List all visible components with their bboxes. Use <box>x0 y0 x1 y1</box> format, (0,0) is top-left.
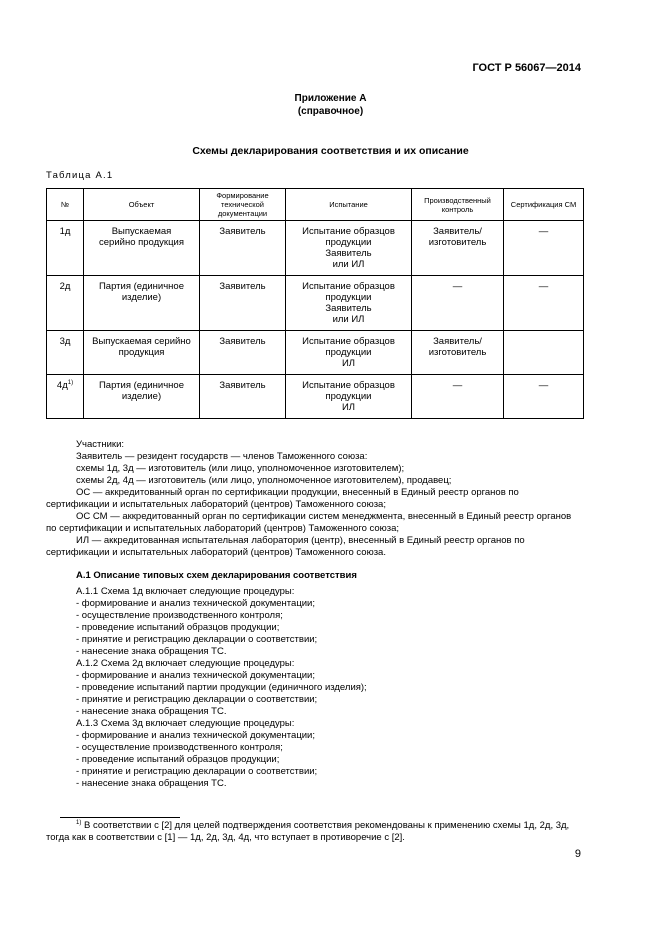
participants-title: Участники: <box>76 439 125 450</box>
list-item: - формирование и анализ технической документации; <box>76 670 316 681</box>
cell-object: Партия (единичное изделие) <box>84 276 200 331</box>
participant-schemes-2-4: схемы 2д, 4д — изготовитель (или лицо, уполномоченное изготовителем), продавец; <box>76 475 452 486</box>
list-item: - проведение испытаний партии продукции (единичного изделия); <box>76 682 367 693</box>
participant-il: ИЛ — аккредитованная испытательная лаборатория (центр), внесенный в Единый реестр органов по сертификации и испытательных лабораторий (центров) Таможенного союза. <box>46 535 525 558</box>
cell-test: Испытание образцов продукции ИЛ <box>286 375 412 419</box>
footnote-mark: 1) <box>76 819 82 826</box>
cell-control: — <box>412 276 504 331</box>
table-row <box>47 276 584 331</box>
table-row <box>47 375 584 419</box>
header-control: Производственный контроль <box>412 189 504 221</box>
participants-block <box>46 439 583 559</box>
scheme-2d-intro: А.1.2 Схема 2д включает следующие процедуры: <box>76 658 295 669</box>
list-item: - проведение испытаний образцов продукции; <box>76 754 280 765</box>
appendix-title: Приложение А <box>294 93 367 104</box>
list-item: - нанесение знака обращения ТС. <box>76 778 227 789</box>
header-docs: Формирование технической документации <box>200 189 286 221</box>
scheme-3d-list <box>46 730 583 790</box>
appendix-note: (справочное) <box>297 106 364 117</box>
cell-num: 1д <box>47 221 84 276</box>
footnote-ref: 1) <box>67 379 74 386</box>
footnote-text: В соответствии с [2] для целей подтверждения соответствия рекомендованы к применению схемы 1д, 2д, 3д, тогда как в соответствии с [1] — 1д, 2д, 3д, 4д, что вступает в противоречие с [2]. <box>46 820 570 843</box>
cell-docs: Заявитель <box>200 276 286 331</box>
list-item: - нанесение знака обращения ТС. <box>76 706 227 717</box>
participant-os: ОС — аккредитованный орган по сертификации продукции, внесенный в Единый реестр органов по сертификации и испытательных лабораторий (центров) Таможенного союза; <box>46 487 519 510</box>
table-caption: Таблица А.1 <box>46 170 114 181</box>
footnote <box>46 820 583 844</box>
cell-control: — <box>412 375 504 419</box>
cell-control: Заявитель/ изготовитель <box>412 331 504 375</box>
page-number: 9 <box>574 848 581 860</box>
list-item: - формирование и анализ технической документации; <box>76 598 316 609</box>
participant-os-sm: ОС СМ — аккредитованный орган по сертификации систем менеджмента, внесенный в Единый реестр органов по сертификации и испытательных лабораторий (центров) Таможенного союза; <box>46 511 572 534</box>
cell-cert: — <box>504 276 584 331</box>
cell-cert: — <box>504 221 584 276</box>
section-title: Схемы декларирования соответствия и их описание <box>192 145 469 157</box>
scheme-1d-intro: А.1.1 Схема 1д включает следующие процедуры: <box>76 586 295 597</box>
scheme-2d-list <box>46 670 583 718</box>
list-item: - формирование и анализ технической документации; <box>76 730 316 741</box>
list-item: - осуществление производственного контроля; <box>76 610 283 621</box>
cell-test: Испытание образцов продукции ИЛ <box>286 331 412 375</box>
section-a1 <box>46 570 583 790</box>
header-cert: Сертификация СМ <box>504 189 584 221</box>
cell-object: Выпускаемая серийно продукция <box>84 331 200 375</box>
table-row <box>47 221 584 276</box>
list-item: - проведение испытаний образцов продукции; <box>76 622 280 633</box>
participant-applicant: Заявитель — резидент государств — членов Таможенного союза: <box>76 451 368 462</box>
list-item: - нанесение знака обращения ТС. <box>76 646 227 657</box>
list-item: - принятие и регистрацию декларации о соответствии; <box>76 694 318 705</box>
list-item: - принятие и регистрацию декларации о соответствии; <box>76 634 318 645</box>
header-test: Испытание <box>286 189 412 221</box>
cell-control: Заявитель/ изготовитель <box>412 221 504 276</box>
cell-object: Партия (единичное изделие) <box>84 375 200 419</box>
schemes-table <box>46 188 584 419</box>
cell-docs: Заявитель <box>200 331 286 375</box>
list-item: - принятие и регистрацию декларации о соответствии; <box>76 766 318 777</box>
cell-num: 3д <box>47 331 84 375</box>
cell-docs: Заявитель <box>200 221 286 276</box>
table-header-row <box>47 189 584 221</box>
section-a1-heading: А.1 Описание типовых схем декларирования соответствия <box>76 570 357 581</box>
scheme-3d-intro: А.1.3 Схема 3д включает следующие процедуры: <box>76 718 295 729</box>
participant-schemes-1-3: схемы 1д, 3д — изготовитель (или лицо, уполномоченное изготовителем); <box>76 463 405 474</box>
cell-num: 2д <box>47 276 84 331</box>
cell-num: $4д^{1)}$ <box>47 375 84 419</box>
footnote-divider <box>60 817 180 818</box>
cell-test: Испытание образцов продукции Заявитель или ИЛ <box>286 276 412 331</box>
cell-object: Выпускаемая серийно продукция <box>84 221 200 276</box>
table-row <box>47 331 584 375</box>
scheme-1d-list <box>46 598 583 658</box>
cell-docs: Заявитель <box>200 375 286 419</box>
header-object: Объект <box>84 189 200 221</box>
standard-designation: ГОСТ Р 56067—2014 <box>472 62 581 74</box>
list-item: - осуществление производственного контроля; <box>76 742 283 753</box>
header-num: № <box>47 189 84 221</box>
cell-cert <box>504 331 584 375</box>
cell-test: Испытание образцов продукции Заявитель или ИЛ <box>286 221 412 276</box>
cell-cert: — <box>504 375 584 419</box>
